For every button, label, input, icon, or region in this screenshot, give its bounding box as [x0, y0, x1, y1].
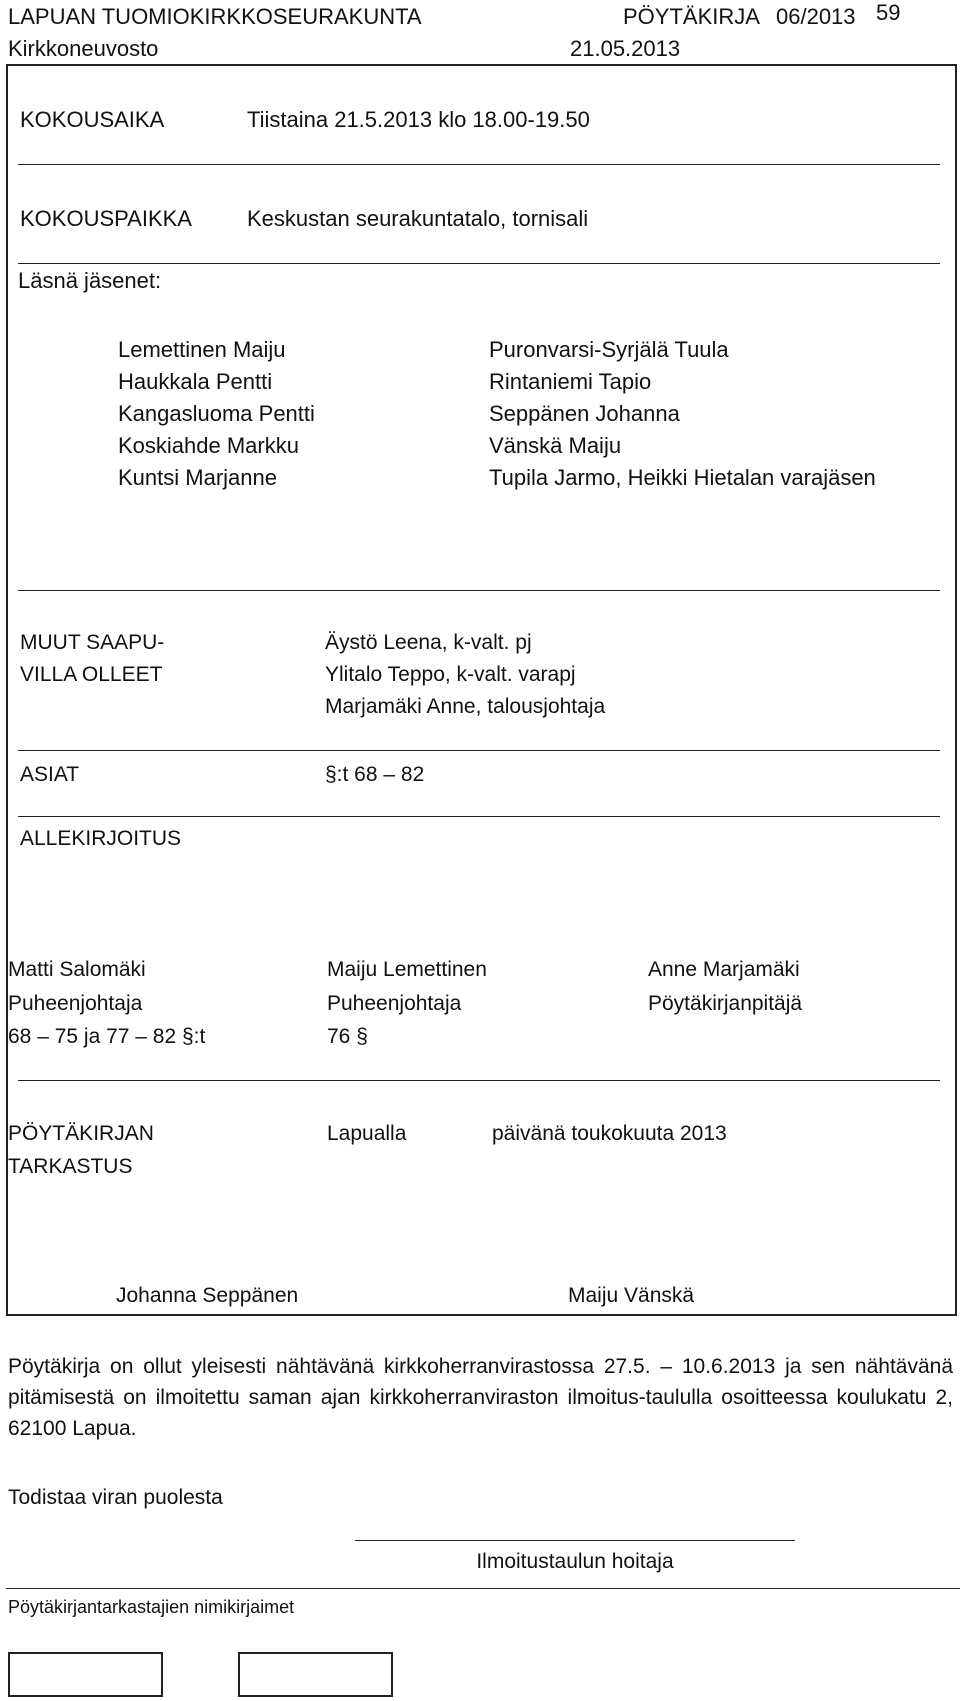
- signer-role: Puheenjohtaja: [8, 992, 143, 1015]
- org-name: LAPUAN TUOMIOKIRKKOSEURAKUNTA: [8, 4, 422, 29]
- other-attendee: Ylitalo Teppo, k-valt. varapj: [325, 663, 576, 686]
- member-name: Kangasluoma Pentti: [118, 401, 315, 426]
- member-name: Kuntsi Marjanne: [118, 465, 277, 490]
- meeting-place-value: Keskustan seurakuntatalo, tornisali: [247, 206, 589, 231]
- divider: [18, 164, 940, 165]
- review-place: Lapualla: [327, 1122, 407, 1145]
- signer-section: 68 – 75 ja 77 – 82 §:t: [8, 1025, 206, 1048]
- member-name: Haukkala Pentti: [118, 369, 273, 394]
- review-date: päivänä toukokuuta 2013: [492, 1122, 727, 1145]
- divider: [18, 1080, 940, 1081]
- reviewer-name: Maiju Vänskä: [568, 1284, 695, 1307]
- signer-title: Ilmoitustaulun hoitaja: [476, 1550, 674, 1573]
- review-label-line2: TARKASTUS: [8, 1155, 133, 1178]
- doc-type: PÖYTÄKIRJA: [623, 4, 760, 29]
- member-name: Seppänen Johanna: [489, 401, 680, 426]
- divider: [18, 263, 940, 264]
- divider: [18, 590, 940, 591]
- others-label-line1: MUUT SAAPU-: [20, 631, 165, 654]
- signer-name: Matti Salomäki: [8, 958, 146, 981]
- other-attendee: Äystö Leena, k-valt. pj: [325, 631, 532, 654]
- divider: [18, 750, 940, 751]
- signatures-label: ALLEKIRJOITUS: [20, 827, 182, 850]
- matters-label: ASIAT: [20, 763, 80, 786]
- signer-role: Puheenjohtaja: [327, 992, 462, 1015]
- page-number: 59: [876, 0, 901, 25]
- other-attendee: Marjamäki Anne, talousjohtaja: [325, 695, 606, 718]
- meeting-time-label: KOKOUSAIKA: [20, 107, 165, 132]
- notice-text: Pöytäkirja on ollut yleisesti nähtävänä kirkkoherranvirastossa 27.5. – 10.6.2013 ja sen nähtävänä pitämisestä on ilmoitettu saman ajan kirkkoherranviraston ilmoitus-taululla osoitteessa koulukatu 2, 62100 Lapua.: [8, 1355, 953, 1440]
- member-name: Rintaniemi Tapio: [489, 369, 652, 394]
- signature-line: [355, 1540, 795, 1541]
- reviewer-name: Johanna Seppänen: [116, 1284, 299, 1307]
- initials-label: Pöytäkirjantarkastajien nimikirjaimet: [8, 1597, 295, 1617]
- review-label-line1: PÖYTÄKIRJAN: [8, 1122, 154, 1145]
- meeting-time-value: Tiistaina 21.5.2013 klo 18.00-19.50: [247, 107, 590, 132]
- others-label-line2: VILLA OLLEET: [20, 663, 163, 686]
- member-name: Vänskä Maiju: [489, 433, 622, 458]
- notice-paragraph: [8, 1351, 953, 1444]
- signer-section: 76 §: [327, 1025, 368, 1048]
- signer-role: Pöytäkirjanpitäjä: [648, 992, 803, 1015]
- signer-name: Anne Marjamäki: [648, 958, 800, 981]
- body-name: Kirkkoneuvosto: [8, 36, 159, 61]
- member-name: Koskiahde Markku: [118, 433, 299, 458]
- initials-box[interactable]: [8, 1652, 163, 1697]
- footer-rule: [6, 1588, 960, 1589]
- members-label: Läsnä jäsenet:: [18, 268, 162, 293]
- certify-text: Todistaa viran puolesta: [8, 1486, 223, 1509]
- member-name: Puronvarsi-Syrjälä Tuula: [489, 337, 729, 362]
- meeting-place-label: KOKOUSPAIKKA: [20, 206, 192, 231]
- doc-number: 06/2013: [776, 4, 856, 29]
- initials-box[interactable]: [238, 1652, 393, 1697]
- member-name: Tupila Jarmo, Heikki Hietalan varajäsen: [489, 465, 876, 490]
- divider: [18, 816, 940, 817]
- meeting-date: 21.05.2013: [570, 36, 681, 61]
- signer-name: Maiju Lemettinen: [327, 958, 487, 981]
- frame-top-rule: [6, 64, 957, 66]
- matters-value: §:t 68 – 82: [325, 763, 425, 786]
- member-name: Lemettinen Maiju: [118, 337, 286, 362]
